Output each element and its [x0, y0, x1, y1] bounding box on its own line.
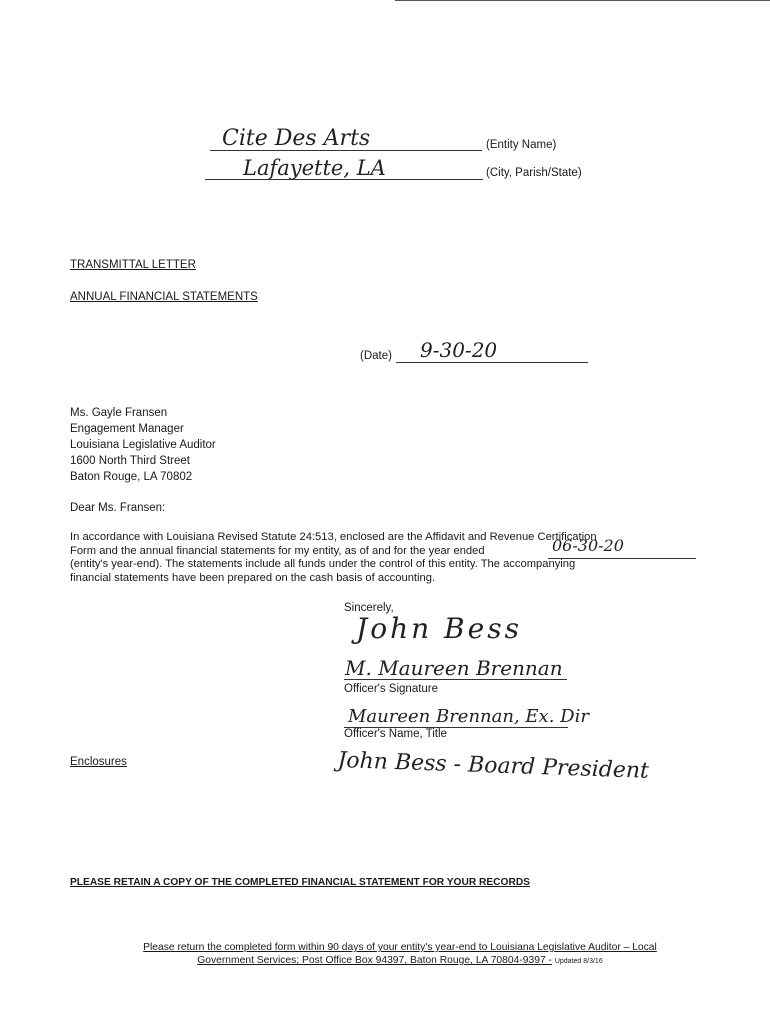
footer-line-2 — [90, 954, 710, 968]
footer-line-2-text: Government Services; Post Office Box 94397, Baton Rouge, LA 70804-9397 - — [197, 955, 552, 966]
recipient-city: Baton Rouge, LA 70802 — [70, 471, 193, 483]
recipient-name: Ms. Gayle Fransen — [70, 407, 168, 419]
body-line-2-text: Form and the annual financial statements for my entity, as of and for the year ended — [70, 544, 485, 557]
signature-maureen-brennan: M. Maureen Brennan — [345, 656, 563, 680]
entity-name-label: (Entity Name) — [486, 139, 557, 151]
recipient-address — [70, 405, 216, 485]
sincerely: Sincerely, — [344, 602, 394, 614]
annual-heading: ANNUAL FINANCIAL STATEMENTS — [70, 291, 258, 303]
recipient-title: Engagement Manager — [70, 423, 184, 435]
retain-copy-note: PLEASE RETAIN A COPY OF THE COMPLETED FINANCIAL STATEMENT FOR YOUR RECORDS — [70, 877, 530, 888]
recipient-street: 1600 North Third Street — [70, 455, 190, 467]
scan-edge-line — [395, 0, 770, 1]
body-paragraph — [70, 531, 710, 585]
officer-name-handwritten: Maureen Brennan, Ex. Dir — [348, 706, 589, 727]
date-label: (Date) — [360, 350, 392, 362]
entity-name-line — [210, 150, 482, 151]
transmittal-heading: TRANSMITTAL LETTER — [70, 259, 196, 271]
entity-name-handwritten: Cite Des Arts — [222, 126, 371, 151]
salutation: Dear Ms. Fransen: — [70, 502, 166, 514]
year-end-handwritten: 06-30-20 — [552, 535, 624, 555]
officer-name-label: Officer's Name, Title — [344, 728, 447, 740]
footer-instructions — [90, 941, 710, 968]
signature-john-bess: John Bess — [356, 612, 522, 645]
body-line-4: financial statements have been prepared on the cash basis of accounting. — [70, 571, 436, 584]
date-handwritten: 9-30-20 — [420, 338, 498, 362]
year-end-line — [548, 558, 696, 559]
city-label: (City, Parish/State) — [486, 167, 582, 179]
city-handwritten: Lafayette, LA — [243, 156, 386, 180]
date-line — [396, 362, 588, 363]
footer-updated: Updated 8/3/16 — [554, 958, 603, 965]
signature-line — [344, 679, 567, 680]
body-line-1: In accordance with Louisiana Revised Statute 24:513, enclosed are the Affidavit and Revenue Certification — [70, 531, 597, 543]
signature-label: Officer's Signature — [344, 683, 439, 695]
board-president-handwritten: John Bess - Board President — [337, 748, 650, 784]
body-line-3: (entity's year-end). The statements include all funds under the control of this entity. The accompanying — [70, 558, 576, 570]
footer-line-1: Please return the completed form within 90 days of your entity's year-end to Louisiana Legislative Auditor – Local — [143, 942, 657, 953]
city-line — [205, 179, 483, 180]
enclosures: Enclosures — [70, 756, 127, 768]
recipient-office: Louisiana Legislative Auditor — [70, 439, 216, 451]
